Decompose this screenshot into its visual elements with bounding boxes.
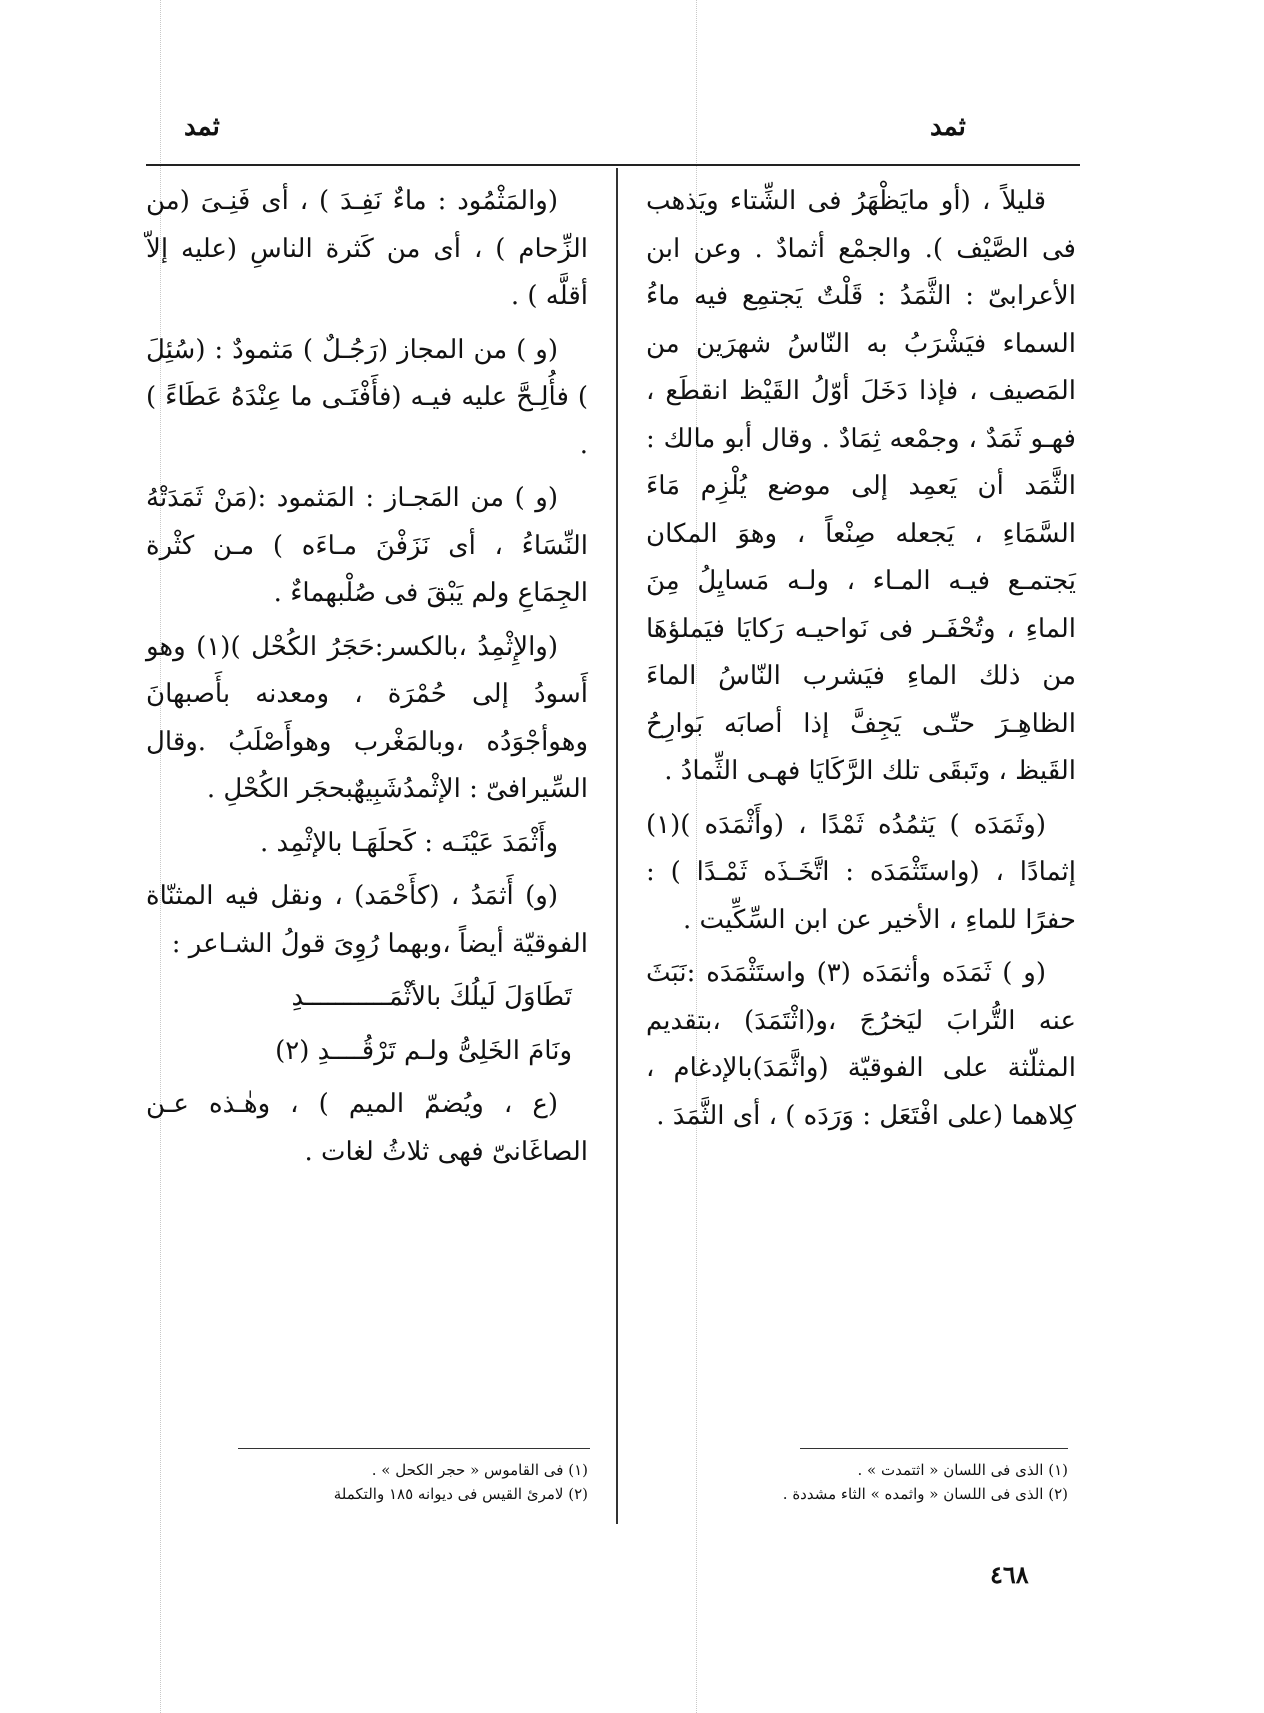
right-column — [646, 178, 1076, 1146]
footnote: (١) فى القاموس « حجر الكحل » . — [371, 1461, 588, 1479]
running-headword-right: ثمد — [930, 112, 966, 142]
verse-line: تَطَاوَلَ لَيلُكَ بالأثْمَـــــــــــدِ — [291, 982, 572, 1012]
paragraph: (و ) من المَجـاز : المَثمود :(مَنْ ثَمَدَتْهُ النِّسَاءُ ، أى نَزَفْنَ مـاءَه ) مـن كثْرة الجِمَاعِ ولم يَبْقَ فى صُلْبهماءٌ . — [146, 483, 588, 608]
left-column — [146, 178, 588, 1182]
footnotes-left — [230, 1458, 588, 1506]
paragraph: (و ) من المجاز (رَجُـلٌ ) مَثمودٌ : (سُئِلَ ) فأُلِـحَّ عليه فيـه (فأَفْنَـى ما عِنْدَهُ عَطَاءً ) . — [146, 334, 588, 460]
footnote: (١) الذى فى اللسان « اثتمدت » . — [857, 1461, 1068, 1479]
footnote-rule-right — [800, 1448, 1068, 1449]
paragraph: قليلاً ، (أو مايَظْهَرُ فى الشِّتاء ويَذهب فى الصَّيْف ). والجمْع أثمادٌ . وعن ابن الأعرابىّ : الثَّمَدُ : قَلْتٌ يَجتمِع فيه ماءُ السماء فيَشْرَبُ به النّاسُ شهرَين من المَصيف ، فإذا دَخَلَ أوّلُ القَيْظ انقطَع ، فهـو ثَمَدٌ ، وجمْعه ثِمَادٌ . وقال أبو مالك : الثَّمَد أن يَعمِد إلى موضع يُلْزِم مَاءَ السَّمَاءِ ، يَجعله صِنْعاً ، وهوَ المكان يَجتمـع فيـه المـاء ، ولـه مَسايِلُ مِنَ الماءِ ، وتُحْفَـر فى نَواحيـه رَكايَا فيَملؤهَا من ذلك الماءِ فيَشرب النّاسُ الماءَ الظاهِـرَ حتّـى يَجِفَّ إذا أصابَه بَوارِحُ القَيظ ، وتَبقَى تلك الرَّكَايَا فهـى الثِّمادُ . — [646, 186, 1076, 786]
paragraph: (وثَمَدَه ) يَثمُدُه ثَمْدًا ، (وأَثْمَدَه )(١) إثمادًا ، (واستَثْمَدَه : اتَّخَـذَه ثَمْـدًا ) : حفرًا للماءِ ، الأخير عن ابن السِّكِّيت . — [646, 809, 1076, 935]
column-divider — [616, 168, 618, 1524]
footnote: (٢) لامرئ القيس فى ديوانه ١٨٥ والتكملة — [333, 1485, 588, 1503]
footnote-rule-left — [238, 1448, 590, 1449]
footnote: (٢) الذى فى اللسان « واثمده » الثاء مشددة . — [782, 1485, 1068, 1503]
paragraph: وأَثْمَدَ عَيْنَـه : كَحلَهَـا بالإثْمِد . — [260, 827, 558, 858]
verse-line: ونَامَ الخَلِىُّ ولـم تَرْقُــــدِ (٢) — [275, 1035, 572, 1066]
paragraph: (و) أَثمَدُ ، (كأَحْمَد) ، ونقل فيه المثنّاة الفوقيّة أيضاً ،وبهما رُوِىَ قولُ الشـاعر : — [146, 881, 588, 959]
paragraph: (ع ، ويُضمّ الميم ) ، وهٰـذه عـن الصاغَانىّ فهى ثلاثُ لغات . — [146, 1089, 588, 1167]
page-number: ٤٦٨ — [990, 1560, 1029, 1589]
paragraph: (و ) ثَمَدَه وأثمَدَه (٣) واستَثْمَدَه :نَبَثَ عنه التُّرابَ ليَخرُجَ ،و(اثْتَمَدَ) ،بتقديم المثلّثة على الفوقيّة (واثَّمَدَ)بالإدغام ، كِلاهما (على افْتَعَل : وَرَدَه ) ، أى الثَّمَدَ . — [646, 958, 1076, 1131]
paragraph: (والإِثْمِدُ ،بالكسر:حَجَرُ الكُحْل )(١) وهو أَسودُ إلى حُمْرَة ، ومعدنه بأَصبهانَ وهوأجْوَدُه ،وبالمَغْرب وهوأَصْلَبُ .وقال السِّيرافىّ : الإثْمدُشَبِيهٌبحجَر الكُحْلِ . — [146, 631, 588, 804]
paragraph: (والمَثْمُود : ماءٌ نَفِـدَ ) ، أى فَنِـىَ (من الزِّحام ) ، أى من كَثرة الناسِ (عليه إلاّ أقلَّه ) . — [146, 186, 588, 311]
running-headword-left: ثمد — [184, 112, 220, 142]
header-rule — [146, 164, 1080, 166]
footnotes-right — [646, 1458, 1068, 1506]
